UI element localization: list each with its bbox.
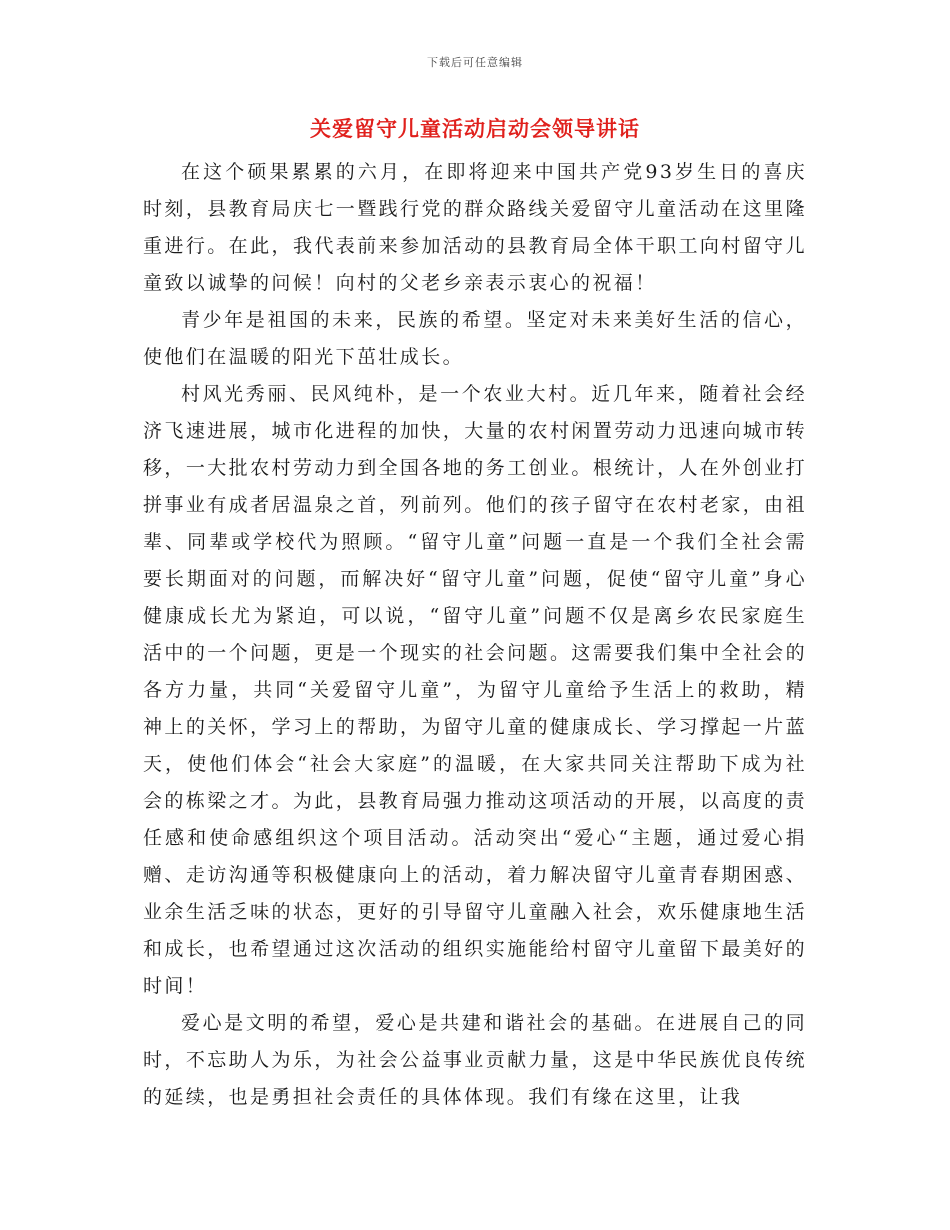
paragraph: 村风光秀丽、民风纯朴，是一个农业大村。近几年来，随着社会经济飞速进展，城市化进程的加快，大量的农村闲置劳动力迅速向城市转移，一大批农村劳动力到全国各地的务工创业。根统计，人在外创业打拼事业有成者居温泉之首，列前列。他们的孩子留守在农村老家，由祖辈、同辈或学校代为照顾。“留守儿童”问题一直是一个我们全社会需要长期面对的问题，而解决好“留守儿童”问题，促使“留守儿童”身心健康成长尤为紧迫，可以说，“留守儿童”问题不仅是离乡农民家庭生活中的一个问题，更是一个现实的社会问题。这需要我们集中全社会的各方力量，共同“关爱留守儿童”，为留守儿童给予生活上的救助，精神上的关怀，学习上的帮助，为留守儿童的健康成长、学习撑起一片蓝天，使他们体会“社会大家庭”的温暖，在大家共同关注帮助下成为社会的栋梁之才。为此，县教育局强力推动这项活动的开展，以高度的责任感和使命感组织这个项目活动。活动突出“爱心“主题，通过爱心捐赠、走访沟通等积极健康向上的活动，着力解决留守儿童青春期困惑、业余生活乏味的状态，更好的引导留守儿童融入社会，欢乐健康地生活和成长，也希望通过这次活动的组织实施能给村留守儿童留下最美好的时间！	[143, 383, 807, 997]
paragraph: 在这个硕果累累的六月，在即将迎来中国共产党93岁生日的喜庆时刻，县教育局庆七一暨践行党的群众路线关爱留守儿童活动在这里隆重进行。在此，我代表前来参加活动的县教育局全体干职工向村留守儿童致以诚挚的问候！向村的父老乡亲表示衷心的祝福！	[143, 161, 807, 294]
document-title: 关爱留守儿童活动启动会领导讲话	[310, 117, 640, 141]
paragraph: 爱心是文明的希望，爱心是共建和谐社会的基础。在进展自己的同时，不忘助人为乐，为社会公益事业贡献力量，这是中华民族优良传统的延续，也是勇担社会责任的具体体现。我们有缘在这里，让我	[143, 1012, 807, 1108]
header-note: 下载后可任意编辑	[427, 56, 523, 69]
paragraph: 青少年是祖国的未来，民族的希望。坚定对未来美好生活的信心，使他们在温暖的阳光下茁壮成长。	[143, 309, 807, 368]
document-body	[143, 154, 807, 1116]
